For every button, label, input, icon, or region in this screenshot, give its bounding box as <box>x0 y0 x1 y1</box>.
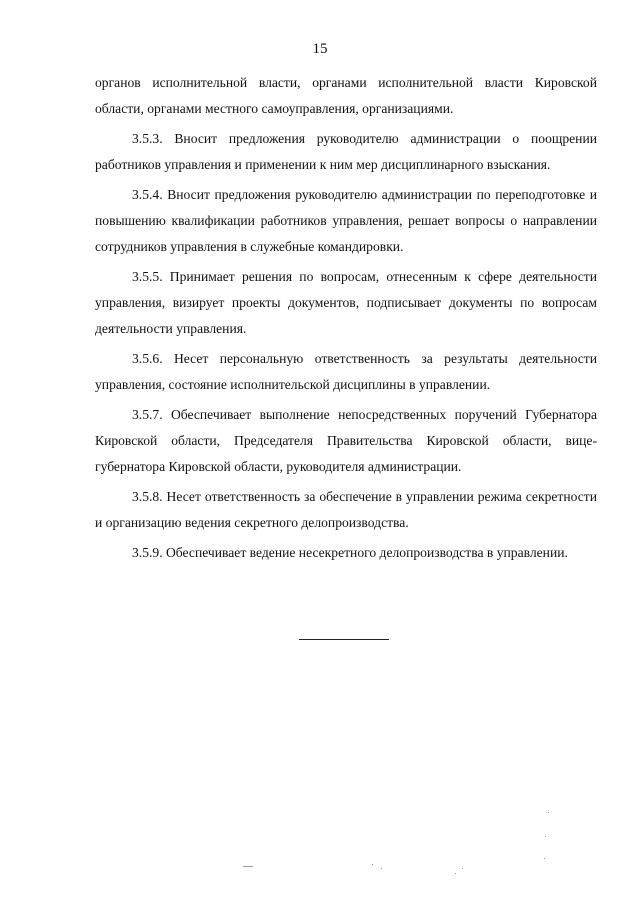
paragraph-3-5-3: 3.5.3. Вносит предложения руководителю администрации о поощрении работников управления и применении к ним мер дисциплинарного взыскания. <box>95 131 597 172</box>
paragraph-3-5-8: 3.5.8. Несет ответственность за обеспечение в управлении режима секретности и организацию ведения секретного делопроизводства. <box>95 489 597 530</box>
paragraph-3-5-5: 3.5.5. Принимает решения по вопросам, отнесенным к сфере деятельности управления, визирует проекты документов, подписывает документы по вопросам деятельности управления. <box>95 269 597 336</box>
paragraph-3-5-4: 3.5.4. Вносит предложения руководителю администрации по переподготовке и повышению квалификации работников управления, решает вопросы о направлении сотрудников управления в служебные командировки. <box>95 187 597 254</box>
paragraph-3-5-9: 3.5.9. Обеспечивает ведение несекретного делопроизводства в управлении. <box>132 545 568 560</box>
paragraph-3-5-7: 3.5.7. Обеспечивает выполнение непосредственных поручений Губернатора Кировской области, Председателя Правительства Кировской области, вице-губернатора Кировской области, руководителя администрации. <box>95 407 597 474</box>
page-number: 15 <box>312 41 328 57</box>
end-of-section-rule <box>299 639 389 640</box>
paragraph-continuation: органов исполнительной власти, органами исполнительной власти Кировской области, органами местного самоуправления, организациями. <box>95 75 597 116</box>
document-body <box>95 70 597 570</box>
paragraph-3-5-6: 3.5.6. Несет персональную ответственность за результаты деятельности управления, состояние исполнительской дисциплины в управлении. <box>95 351 597 392</box>
